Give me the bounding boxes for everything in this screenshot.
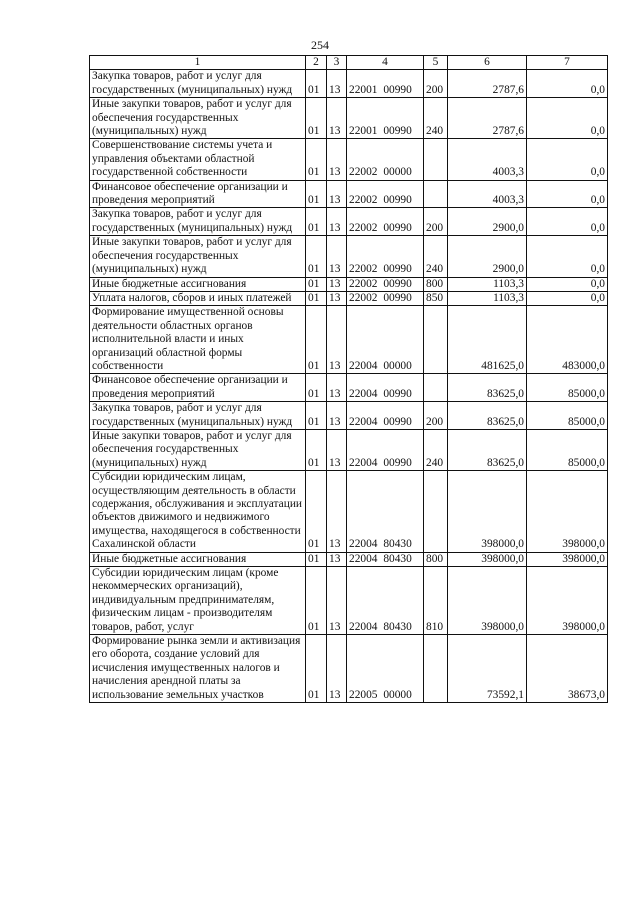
row-name: Иные бюджетные ассигнования [90,277,306,291]
row-expense-type: 240 [424,236,448,277]
row-section: 01 [306,277,327,291]
header-row [90,56,608,70]
table-row [90,98,608,139]
row-expense-type: 810 [424,567,448,635]
row-expense-type [424,374,448,402]
row-section: 01 [306,429,327,470]
row-amount-2: 398000,0 [527,552,608,566]
row-name: Закупка товаров, работ и услуг для государственных (муниципальных) нужд [90,402,306,430]
row-subsection: 13 [327,635,347,703]
row-amount-2: 85000,0 [527,429,608,470]
row-amount-2: 85000,0 [527,374,608,402]
table-row [90,429,608,470]
row-subsection: 13 [327,471,347,552]
row-target-code: 22001 00990 [347,98,424,139]
row-section: 01 [306,98,327,139]
row-amount-2: 0,0 [527,98,608,139]
row-expense-type: 240 [424,429,448,470]
header-col-4: 4 [347,56,424,70]
row-subsection: 13 [327,139,347,180]
row-amount-1: 398000,0 [448,471,527,552]
row-amount-2: 38673,0 [527,635,608,703]
row-target-code: 22004 00990 [347,374,424,402]
table-row [90,180,608,208]
table-row [90,635,608,703]
table-row [90,306,608,374]
row-expense-type: 240 [424,98,448,139]
row-subsection: 13 [327,567,347,635]
row-subsection: 13 [327,277,347,291]
row-name: Финансовое обеспечение организации и проведения мероприятий [90,180,306,208]
row-target-code: 22002 00990 [347,291,424,305]
row-subsection: 13 [327,70,347,98]
row-target-code: 22002 00000 [347,139,424,180]
row-target-code: 22005 00000 [347,635,424,703]
row-name: Формирование имущественной основы деятельности областных органов исполнительной власти и иных организаций областной формы собственности [90,306,306,374]
row-subsection: 13 [327,552,347,566]
row-section: 01 [306,180,327,208]
row-name: Совершенствование системы учета и управления объектами областной государственной собственности [90,139,306,180]
row-name: Закупка товаров, работ и услуг для государственных (муниципальных) нужд [90,70,306,98]
row-target-code: 22004 80430 [347,567,424,635]
row-subsection: 13 [327,374,347,402]
row-subsection: 13 [327,402,347,430]
row-target-code: 22002 00990 [347,277,424,291]
header-col-2: 2 [306,56,327,70]
row-amount-1: 83625,0 [448,429,527,470]
row-expense-type: 800 [424,277,448,291]
header-col-5: 5 [424,56,448,70]
table-row [90,277,608,291]
row-section: 01 [306,139,327,180]
row-subsection: 13 [327,98,347,139]
row-name: Иные закупки товаров, работ и услуг для обеспечения государственных (муниципальных) нужд [90,236,306,277]
row-target-code: 22002 00990 [347,208,424,236]
table-row [90,402,608,430]
row-amount-2: 0,0 [527,70,608,98]
row-expense-type [424,180,448,208]
row-name: Субсидии юридическим лицам (кроме некоммерческих организаций), индивидуальным предпринимателям, физическим лицам - производителям товаров, работ, услуг [90,567,306,635]
row-expense-type: 200 [424,402,448,430]
row-amount-2: 0,0 [527,277,608,291]
row-expense-type: 200 [424,208,448,236]
row-amount-1: 4003,3 [448,180,527,208]
header-col-1: 1 [90,56,306,70]
row-expense-type [424,306,448,374]
row-section: 01 [306,208,327,236]
table-row [90,552,608,566]
row-amount-1: 73592,1 [448,635,527,703]
row-target-code: 22004 00990 [347,402,424,430]
table-row [90,236,608,277]
row-name: Иные закупки товаров, работ и услуг для обеспечения государственных (муниципальных) нужд [90,98,306,139]
row-target-code: 22004 80430 [347,552,424,566]
row-name: Уплата налогов, сборов и иных платежей [90,291,306,305]
row-name: Субсидии юридическим лицам, осуществляющим деятельность в области содержания, обслуживания и эксплуатации объектов движимого и недвижимого имущества, находящегося в собственности Сахалинской области [90,471,306,552]
row-expense-type: 850 [424,291,448,305]
row-name: Иные закупки товаров, работ и услуг для обеспечения государственных (муниципальных) нужд [90,429,306,470]
table-row [90,567,608,635]
row-expense-type [424,471,448,552]
row-amount-1: 4003,3 [448,139,527,180]
row-subsection: 13 [327,208,347,236]
row-amount-1: 2787,6 [448,98,527,139]
row-name: Финансовое обеспечение организации и проведения мероприятий [90,374,306,402]
row-subsection: 13 [327,180,347,208]
row-name: Формирование рынка земли и активизация его оборота, создание условий для исчисления имущественных налогов и начисления арендной платы за использование земельных участков [90,635,306,703]
row-expense-type [424,139,448,180]
row-subsection: 13 [327,236,347,277]
row-target-code: 22001 00990 [347,70,424,98]
row-section: 01 [306,635,327,703]
row-amount-2: 0,0 [527,208,608,236]
row-amount-2: 398000,0 [527,471,608,552]
row-amount-2: 398000,0 [527,567,608,635]
header-col-6: 6 [448,56,527,70]
row-target-code: 22004 00990 [347,429,424,470]
row-amount-1: 2787,6 [448,70,527,98]
table-row [90,139,608,180]
row-amount-1: 2900,0 [448,236,527,277]
row-name: Закупка товаров, работ и услуг для государственных (муниципальных) нужд [90,208,306,236]
row-expense-type: 800 [424,552,448,566]
row-section: 01 [306,552,327,566]
row-amount-1: 83625,0 [448,402,527,430]
table-row [90,374,608,402]
row-subsection: 13 [327,291,347,305]
row-amount-1: 2900,0 [448,208,527,236]
row-section: 01 [306,70,327,98]
header-col-3: 3 [327,56,347,70]
row-amount-1: 398000,0 [448,552,527,566]
row-section: 01 [306,291,327,305]
row-section: 01 [306,402,327,430]
table-row [90,70,608,98]
row-section: 01 [306,471,327,552]
row-expense-type: 200 [424,70,448,98]
row-amount-1: 1103,3 [448,291,527,305]
row-subsection: 13 [327,306,347,374]
budget-table [89,55,608,703]
row-target-code: 22002 00990 [347,180,424,208]
row-subsection: 13 [327,429,347,470]
header-col-7: 7 [527,56,608,70]
row-section: 01 [306,567,327,635]
table-row [90,208,608,236]
row-amount-1: 481625,0 [448,306,527,374]
row-target-code: 22004 00000 [347,306,424,374]
row-section: 01 [306,236,327,277]
row-amount-2: 0,0 [527,236,608,277]
row-amount-2: 483000,0 [527,306,608,374]
row-target-code: 22004 80430 [347,471,424,552]
row-amount-2: 0,0 [527,291,608,305]
row-amount-1: 1103,3 [448,277,527,291]
row-amount-2: 85000,0 [527,402,608,430]
row-amount-2: 0,0 [527,139,608,180]
row-expense-type [424,635,448,703]
page-number: 254 [311,38,329,52]
row-section: 01 [306,306,327,374]
row-amount-1: 398000,0 [448,567,527,635]
row-target-code: 22002 00990 [347,236,424,277]
row-section: 01 [306,374,327,402]
row-amount-1: 83625,0 [448,374,527,402]
table-row [90,471,608,552]
row-amount-2: 0,0 [527,180,608,208]
table-row [90,291,608,305]
row-name: Иные бюджетные ассигнования [90,552,306,566]
